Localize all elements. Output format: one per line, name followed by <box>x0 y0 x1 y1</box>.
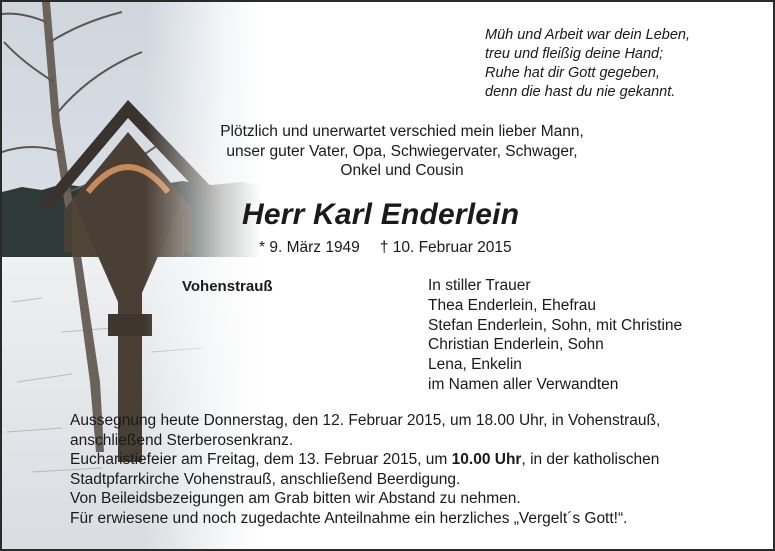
intro-line: Plötzlich und unerwartet verschied mein lieber Mann, <box>220 123 584 140</box>
notice-text: , in der katholischen <box>521 451 660 469</box>
mourner-line: Stefan Enderlein, Sohn, mit Christine <box>428 316 683 334</box>
poem-line: Ruhe hat dir Gott gegeben, <box>485 65 660 81</box>
service-time: 10.00 Uhr <box>451 451 522 469</box>
intro-line: Onkel und Cousin <box>340 162 464 179</box>
intro-line: unser guter Vater, Opa, Schwiegervater, Schwager, <box>226 142 578 160</box>
poem-line: denn die hast du nie gekannt. <box>485 84 676 100</box>
life-dates <box>259 239 512 257</box>
mourner-line: In stiller Trauer <box>428 277 531 294</box>
notice-line: Aussegnung heute Donnerstag, den 12. Februar 2015, um 18.00 Uhr, in Vohenstrauß, <box>70 412 661 429</box>
mourner-line: Lena, Enkelin <box>428 356 522 374</box>
birth-date: * 9. März 1949 <box>259 239 360 256</box>
death-date: † 10. Februar 2015 <box>379 239 512 256</box>
notice-line: anschließend Sterberosenkranz. <box>70 431 294 449</box>
poem-line: Müh und Arbeit war dein Leben, <box>485 27 691 43</box>
notice-line: Für erwiesene und noch zugedachte Anteilnahme ein herzliches „Vergelt´s Gott!“. <box>70 509 628 527</box>
mourner-line: im Namen aller Verwandten <box>428 375 619 393</box>
place-name: Vohenstrauß <box>182 278 273 295</box>
notice-line: Stadtpfarrkirche Vohenstrauß, anschließend Beerdigung. <box>70 470 461 488</box>
deceased-name: Herr Karl Enderlein <box>242 198 520 231</box>
poem-line: treu und fleißig deine Hand; <box>485 46 664 62</box>
funeral-notice <box>70 411 760 529</box>
notice-line <box>70 450 760 470</box>
notice-line: Von Beileidsbezeigungen am Grab bitten wir Abstand zu nehmen. <box>70 490 521 508</box>
poem <box>485 26 690 102</box>
mourner-line: Thea Enderlein, Ehefrau <box>428 296 597 314</box>
mourner-line: Christian Enderlein, Sohn <box>428 336 604 354</box>
mourners-list <box>428 276 682 395</box>
announcement-intro <box>192 122 612 181</box>
notice-text: Eucharistiefeier am Freitag, dem 13. Februar 2015, um <box>70 451 452 469</box>
